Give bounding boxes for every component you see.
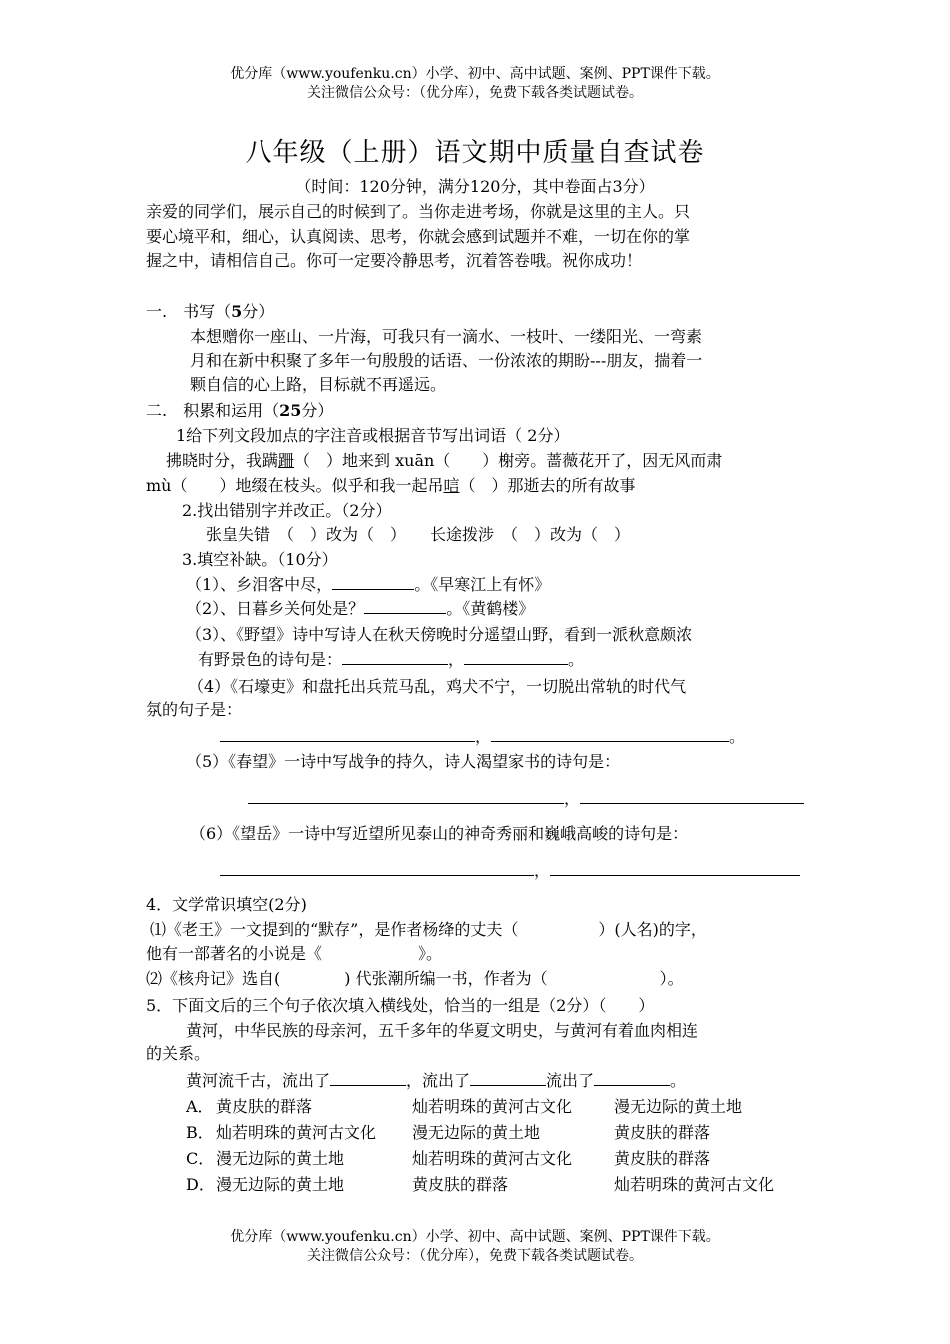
q1-marked-char-1: 跚 (278, 451, 295, 470)
intro-line-3: 握之中，请相信自己。你可一定要冷静思考，沉着答卷哦。祝你成功！ (146, 251, 643, 270)
section-2-heading-text: 二. 积累和运用（ (146, 401, 280, 420)
q4-line-3: ⑵《核舟记》选自( ) 代张潮所编一书，作者为（ ）。 (146, 969, 684, 988)
q3-item-3-blank-2[interactable] (464, 650, 568, 665)
q5-option-b-col-3: 黄皮肤的群落 (614, 1123, 711, 1142)
q5-sentence-b: ，流出了 (406, 1071, 471, 1090)
section-1-text-1: 本想赠你一座山、一片海，可我只有一滴水、一枝叶、一缕阳光、一弯素 (190, 327, 703, 346)
section-2-heading (146, 400, 333, 422)
q3-item-5-blank-1[interactable] (248, 789, 564, 804)
q5-option-a-col-1: 黄皮肤的群落 (216, 1097, 313, 1116)
q3-item-3-line-1: （3）、《野望》诗中写诗人在秋天傍晚时分遥望山野，看到一派秋意颇浓 (186, 625, 693, 644)
q5-option-b-col-1: 灿若明珠的黄河古文化 (216, 1123, 377, 1142)
q3-item-1-text: （1）、乡泪客中尽， (186, 575, 333, 594)
q5-passage-1: 黄河，中华民族的母亲河，五千多年的华夏文明史，与黄河有着血肉相连 (186, 1021, 699, 1040)
subtitle: （时间：120分钟，满分120分，其中卷面占3分） (295, 177, 655, 196)
q1-marked-char-2: 唁 (443, 476, 460, 495)
q3-item-4-period: 。 (729, 727, 746, 746)
q5-option-d-col-2: 黄皮肤的群落 (412, 1175, 509, 1194)
q3-item-4-blank-1[interactable] (220, 727, 475, 742)
q4-title: 4．文学常识填空(2分) (146, 895, 307, 914)
q3-item-4-line-2: 氛的句子是： (146, 700, 243, 719)
section-1-text-3: 颗自信的心上路，目标就不再遥远。 (190, 375, 447, 394)
q1-line-2 (146, 475, 636, 497)
q5-option-b-col-2: 漫无边际的黄土地 (412, 1123, 541, 1142)
section-2-heading-end: 分） (301, 401, 334, 420)
q3-item-3-text: 有野景色的诗句是： (198, 650, 343, 669)
q5-option-d-col-1: 漫无边际的黄土地 (216, 1175, 345, 1194)
q3-item-5: （5）《春望》一诗中写战争的持久，诗人渴望家书的诗句是： (186, 752, 621, 771)
q3-item-5-comma: ， (564, 789, 581, 808)
header-line-2: 关注微信公众号：（优分库），免费下载各类试题试卷。 (307, 85, 643, 101)
q3-item-2 (186, 598, 534, 620)
section-1-heading-text: 一. 书写（ (146, 302, 232, 321)
q5-option-b-label: B． (186, 1123, 214, 1142)
q3-item-6-blank-1[interactable] (220, 861, 534, 876)
q5-option-a-col-2: 灿若明珠的黄河古文化 (412, 1097, 573, 1116)
q3-item-2-blank[interactable] (364, 599, 446, 614)
q3-item-6-blank-2[interactable] (550, 861, 800, 876)
q5-option-c-col-3: 黄皮肤的群落 (614, 1149, 711, 1168)
q5-sentence-c: 流出了 (546, 1071, 595, 1090)
q3-item-6-comma: ， (534, 861, 551, 880)
q5-option-c-col-1: 漫无边际的黄土地 (216, 1149, 345, 1168)
q3-item-2-text: （2）、日暮乡关何处是？ (186, 599, 365, 618)
q5-option-a-col-3: 漫无边际的黄土地 (614, 1097, 743, 1116)
intro-line-1: 亲爱的同学们，展示自己的时候到了。当你走进考场，你就是这里的主人。只 (146, 202, 691, 221)
q3-item-5-answer (248, 788, 804, 810)
q1-line-1-c: （ ）地来到 xuān（ ）榭旁。蔷薇花开了，因无风而肃 (294, 451, 723, 470)
q3-item-3-period: 。 (568, 650, 585, 669)
q5-blank-1[interactable] (330, 1071, 406, 1086)
q5-blank-2[interactable] (470, 1071, 546, 1086)
q3-item-3-comma: ， (448, 650, 465, 669)
q5-sentence-a: 黄河流千古，流出了 (186, 1071, 331, 1090)
section-1-text-2: 月和在新中积聚了多年一句殷殷的话语、一份浓浓的期盼---朋友，揣着一 (190, 351, 703, 370)
q5-sentence (186, 1070, 686, 1092)
q3-item-4-answer (220, 726, 745, 748)
q3-title: 3.填空补缺。（10分） (182, 550, 338, 569)
q1-line-2-c: （ ）那逝去的所有故事 (459, 476, 636, 495)
footer-line-1: 优分库（www.youfenku.cn）小学、初中、高中试题、案例、PPT课件下载。 (230, 1229, 720, 1245)
q5-option-a-label: A． (186, 1097, 214, 1116)
q1-line-2-a: mù（ ）地缀在枝头。似乎和我一起吊 (146, 476, 444, 495)
q5-passage-2: 的关系。 (146, 1044, 211, 1063)
q5-option-d-label: D． (186, 1175, 215, 1194)
q3-item-3-blank-1[interactable] (342, 650, 448, 665)
q3-item-4-blank-2[interactable] (491, 727, 729, 742)
q2-line: 张皇失错 （ ）改为（ ） 长途拨涉 （ ）改为（ ） (206, 525, 631, 544)
q2-title: 2.找出错别字并改正。（2分） (182, 501, 392, 520)
q3-item-2-source: 。《黄鹤楼》 (446, 599, 535, 618)
q3-item-1 (186, 574, 550, 596)
footer-line-2: 关注微信公众号：（优分库），免费下载各类试题试卷。 (307, 1248, 643, 1264)
q5-blank-3[interactable] (594, 1071, 670, 1086)
section-2-score: 25 (279, 401, 302, 420)
q3-item-1-blank[interactable] (332, 575, 414, 590)
q3-item-6: （6）《望岳》一诗中写近望所见泰山的神奇秀丽和巍峨高峻的诗句是： (190, 824, 689, 843)
section-1-heading (146, 301, 274, 323)
q1-line-1 (166, 450, 722, 472)
q3-item-4-comma: ， (475, 727, 492, 746)
q1-line-1-a: 拂晓时分，我蹒 (166, 451, 279, 470)
intro-line-2: 要心境平和，细心，认真阅读、思考，你就会感到试题并不难，一切在你的掌 (146, 227, 691, 246)
section-1-score: 5 (231, 302, 243, 321)
q5-option-c-label: C． (186, 1149, 215, 1168)
q4-line-1: ⑴《老王》一文提到的“默存”，是作者杨绛的丈夫（ ）(人名)的字， (150, 920, 707, 939)
q3-item-1-source: 。《早寒江上有怀》 (414, 575, 551, 594)
q5-option-d-col-3: 灿若明珠的黄河古文化 (614, 1175, 775, 1194)
q3-item-6-answer (220, 860, 800, 882)
q5-option-c-col-2: 灿若明珠的黄河古文化 (412, 1149, 573, 1168)
q3-item-5-blank-2[interactable] (580, 789, 804, 804)
header-line-1: 优分库（www.youfenku.cn）小学、初中、高中试题、案例、PPT课件下载。 (230, 66, 720, 82)
q5-title: 5．下面文后的三个句子依次填入横线处，恰当的一组是（2分）（ ） (146, 996, 655, 1015)
q4-line-2: 他有一部著名的小说是《 》。 (146, 944, 443, 963)
page-title: 八年级（上册）语文期中质量自查试卷 (245, 138, 705, 168)
section-1-heading-end: 分） (242, 302, 275, 321)
q3-item-3-line-2 (198, 649, 584, 671)
q5-sentence-d: 。 (670, 1071, 687, 1090)
q1-title: 1给下列文段加点的字注音或根据音节写出词语（ 2分） (176, 426, 570, 445)
q3-item-4-line-1: （4）《石壕吏》和盘托出兵荒马乱，鸡犬不宁，一切脱出常轨的时代气 (188, 677, 687, 696)
